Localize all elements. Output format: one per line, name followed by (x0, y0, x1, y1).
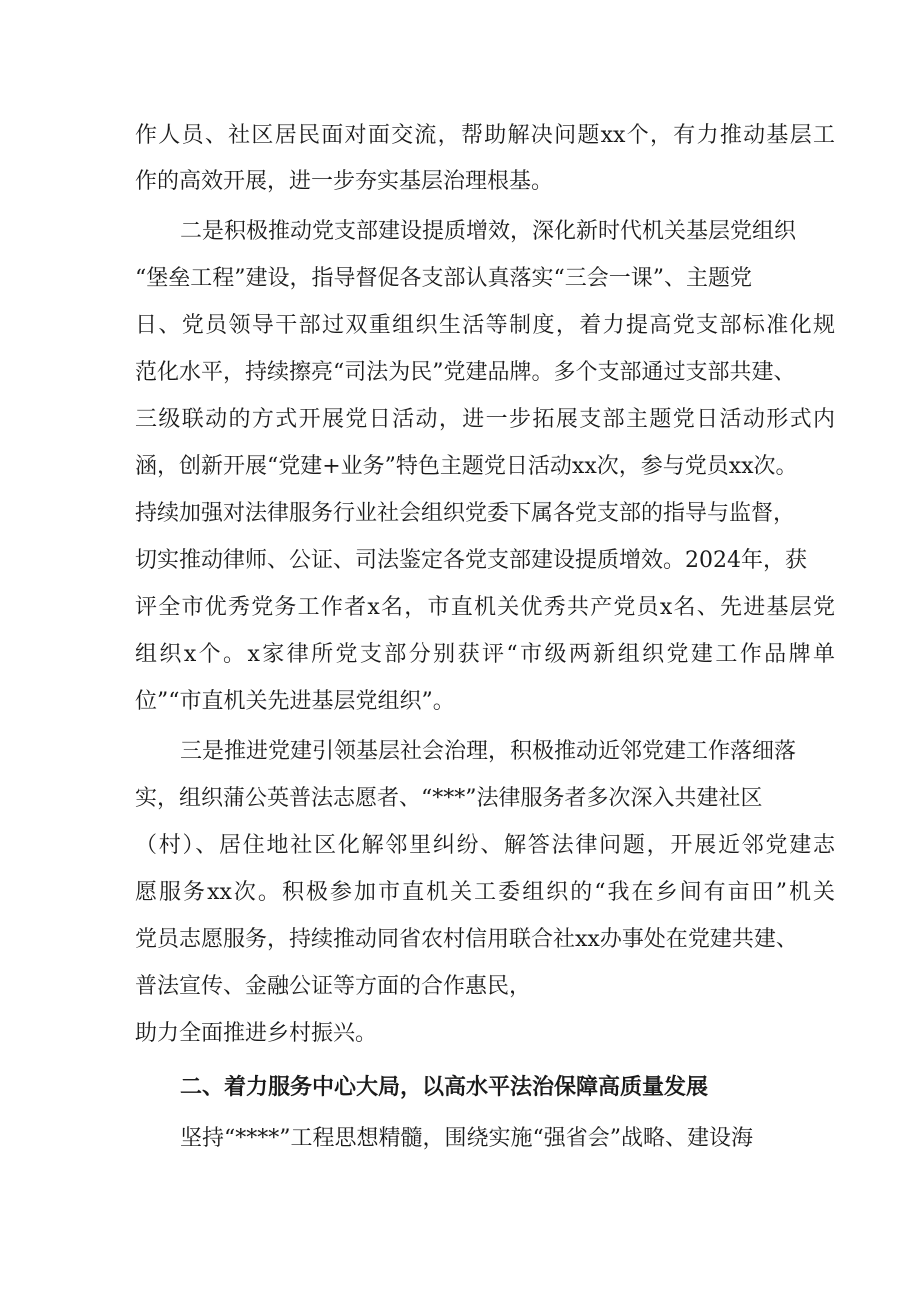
paragraph-line: 坚持“****”工程思想精髓，围绕实施“强省会”战略、建设海 (180, 1126, 753, 1151)
paragraph-line: （村）、居住地社区化解邻里纠纷、解答法律问题，开展近邻党建志 (135, 833, 835, 858)
paragraph-line: 实，组织蒲公英普法志愿者、“***”法律服务者多次深入共建社区 (135, 786, 763, 811)
paragraph-line: 二是积极推动党支部建设提质增效，深化新时代机关基层党组织 (180, 219, 797, 244)
paragraph-line: “堡垒工程”建设，指导督促各支部认真落实“三会一课”、主题党 (135, 266, 752, 291)
paragraph-line: 助力全面推进乡村振兴。 (135, 1021, 378, 1046)
paragraph-line: 范化水平，持续擦亮“司法为民”党建品牌。多个支部通过支部共建、 (135, 360, 796, 385)
paragraph-line: 三是推进党建引领基层社会治理，积极推动近邻党建工作落细落 (180, 739, 797, 764)
paragraph-line: 切实推动律师、公证、司法鉴定各党支部建设提质增效。2024年，获 (135, 548, 807, 573)
paragraph-line: 作人员、社区居民面对面交流，帮助解决问题xx个，有力推动基层工 (135, 123, 835, 148)
section-heading: 二、着力服务中心大局，以高水平法治保障高质量发展 (180, 1074, 709, 1100)
paragraph-line: 三级联动的方式开展党日活动，进一步拓展支部主题党日活动形式内 (135, 407, 835, 432)
paragraph-line: 位”“市直机关先进基层党组织”。 (135, 689, 455, 714)
paragraph-line: 作的高效开展，进一步夯实基层治理根基。 (135, 169, 554, 194)
paragraph-line: 日、党员领导干部过双重组织生活等制度，着力提高党支部标准化规 (135, 313, 835, 338)
paragraph-line: 涵，创新开展“党建+业务”特色主题党日活动xx次，参与党员xx次。 (135, 454, 798, 479)
paragraph-line: 评全市优秀党务工作者x名，市直机关优秀共产党员x名、先进基层党 (135, 595, 835, 620)
paragraph-line: 持续加强对法律服务行业社会组织党委下属各党支部的指导与监督， (135, 501, 796, 526)
paragraph-line: 普法宣传、金融公证等方面的合作惠民， (135, 974, 532, 999)
paragraph-line: 组织x个。x家律所党支部分别获评“市级两新组织党建工作品牌单 (135, 642, 835, 667)
paragraph-line: 党员志愿服务，持续推动同省农村信用联合社xx办事处在党建共建、 (135, 927, 798, 952)
paragraph-line: 愿服务xx次。积极参加市直机关工委组织的“我在乡间有亩田”机关 (135, 880, 835, 905)
